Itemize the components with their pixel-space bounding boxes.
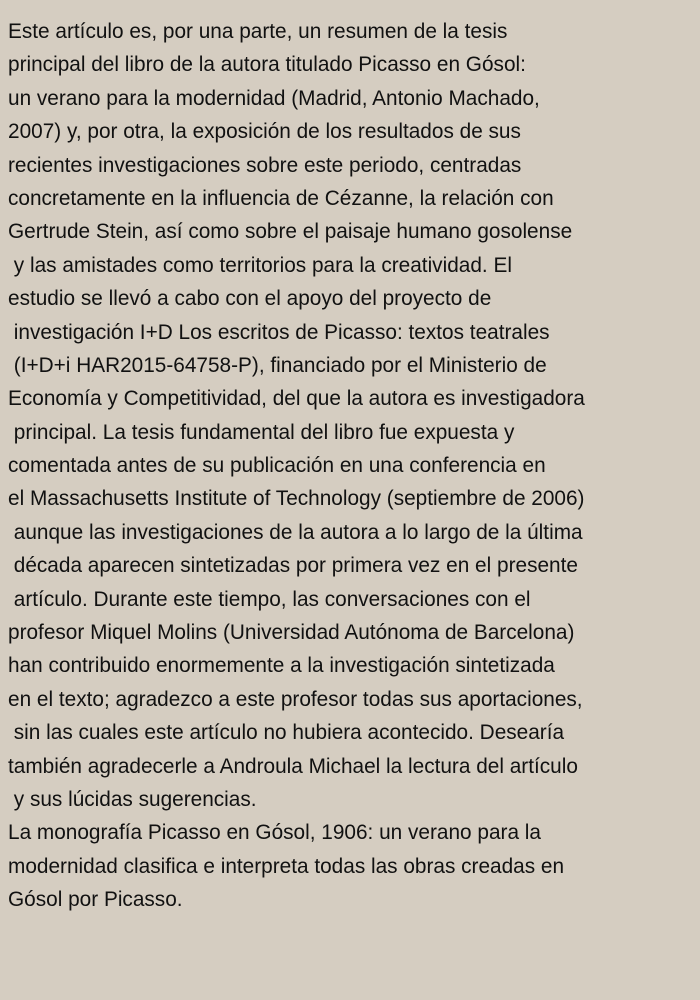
text-line: han contribuido enormemente a la investigación sintetizada [8, 654, 555, 678]
text-line: Economía y Competitividad, del que la autora es investigadora [8, 387, 585, 411]
text-line: y sus lúcidas sugerencias. [8, 787, 257, 811]
text-line: el Massachusetts Institute of Technology (septiembre de 2006) [8, 487, 585, 511]
text-line: modernidad clasifica e interpreta todas las obras creadas en [8, 854, 565, 878]
text-line: Gósol por Picasso. [8, 888, 183, 912]
text-line: estudio se llevó a cabo con el apoyo del proyecto de [8, 287, 492, 311]
text-line: década aparecen sintetizadas por primera vez en el presente [8, 554, 578, 578]
paragraph-2 [8, 816, 698, 916]
text-line: artículo. Durante este tiempo, las conversaciones con el [8, 587, 531, 611]
text-line: recientes investigaciones sobre este periodo, centradas [8, 153, 522, 177]
text-line: en el texto; agradezco a este profesor todas sus aportaciones, [8, 687, 583, 711]
text-line: investigación I+D Los escritos de Picasso: textos teatrales [8, 320, 550, 344]
text-line: concretamente en la influencia de Cézanne, la relación con [8, 186, 554, 210]
text-line: aunque las investigaciones de la autora a lo largo de la última [8, 520, 583, 544]
text-line: y las amistades como territorios para la creatividad. El [8, 253, 512, 277]
text-line: La monografía Picasso en Gósol, 1906: un verano para la [8, 821, 541, 845]
text-line: principal del libro de la autora titulado Picasso en Gósol: [8, 53, 526, 77]
text-line: sin las cuales este artículo no hubiera acontecido. Desearía [8, 721, 565, 745]
text-line: un verano para la modernidad (Madrid, Antonio Machado, [8, 86, 540, 110]
text-line: principal. La tesis fundamental del libro fue expuesta y [8, 420, 515, 444]
text-line: Gertrude Stein, así como sobre el paisaje humano gosolense [8, 220, 573, 244]
text-line: (I+D+i HAR2015-64758-P), financiado por el Ministerio de [8, 353, 547, 377]
text-line: también agradecerle a Androula Michael la lectura del artículo [8, 754, 578, 778]
text-line: Este artículo es, por una parte, un resumen de la tesis [8, 20, 508, 43]
document-text [8, 15, 698, 917]
text-line: 2007) y, por otra, la exposición de los resultados de sus [8, 120, 521, 144]
text-line: comentada antes de su publicación en una conferencia en [8, 454, 546, 478]
text-line: profesor Miquel Molins (Universidad Autónoma de Barcelona) [8, 621, 575, 645]
paragraph-1 [8, 15, 698, 816]
